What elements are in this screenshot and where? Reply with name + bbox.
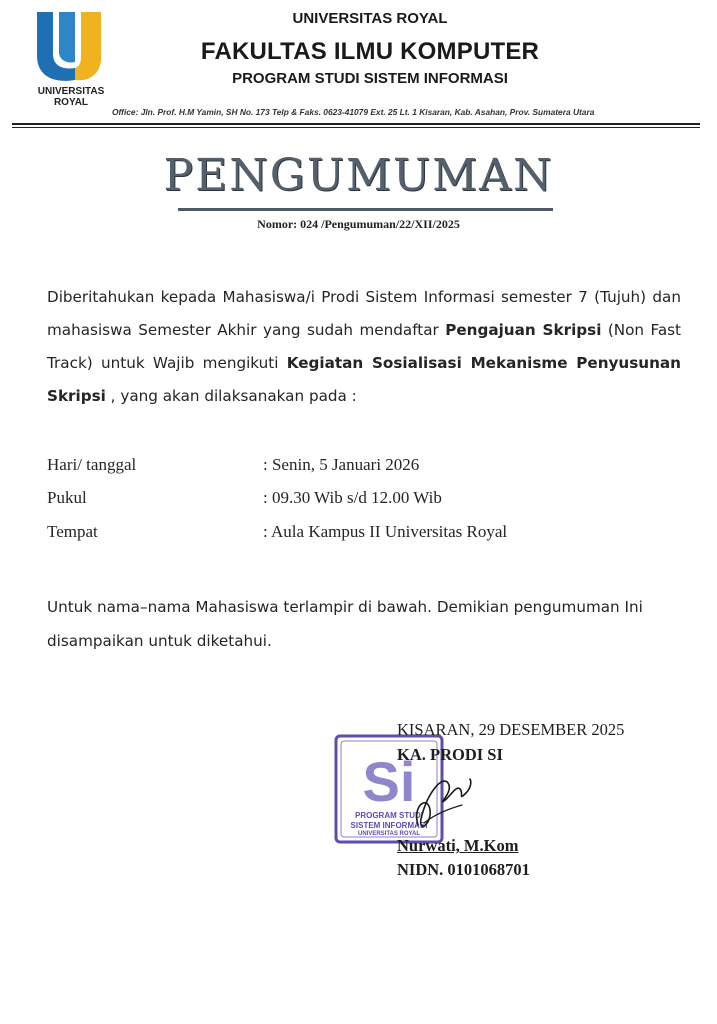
- paragraph-bold-2: Kegiatan Sosialisasi Mekanisme Penyusunan Skripsi: [47, 354, 681, 405]
- program-name: PROGRAM STUDI SISTEM INFORMASI: [232, 70, 508, 87]
- stamp-line2: SISTEM INFORMASI: [350, 821, 428, 830]
- signatory-name: Nurwati, M.Kom: [397, 836, 519, 855]
- signatory-nidn: NIDN. 0101068701: [397, 860, 530, 879]
- detail-value: : Aula Kampus II Universitas Royal: [263, 522, 508, 541]
- university-name: UNIVERSITAS ROYAL: [292, 10, 448, 27]
- detail-value: : 09.30 Wib s/d 12.00 Wib: [263, 488, 442, 507]
- logo-mark-icon: [31, 8, 111, 84]
- logo-text-line1: UNIVERSITAS: [37, 86, 105, 97]
- title-underline: [178, 208, 553, 211]
- paragraph-part-1: Diberitahukan kepada Mahasiswa/i Prodi Sistem Informasi semester 7 (Tujuh) dan mahasiswa Semester Akhir yang sudah mendaftar: [47, 288, 681, 339]
- paragraph-bold-1: Pengajuan Skripsi: [445, 321, 602, 339]
- stamp-line1: PROGRAM STUDI: [355, 811, 423, 820]
- document-number: Nomor: 024 /Pengumuman/22/XII/2025: [257, 217, 460, 231]
- document-title: PENGUMUMAN: [163, 150, 554, 201]
- logo-text: [26, 86, 116, 108]
- university-logo: [26, 8, 116, 112]
- closing-paragraph: Untuk nama–nama Mahasiswa terlampir di bawah. Demikian pengumuman Ini disampaikan untuk diketahui.: [47, 598, 643, 650]
- paragraph-part-2: (Non Fast Track) untuk Wajib mengikuti: [47, 321, 681, 372]
- header-divider-thick: [12, 123, 700, 125]
- paragraph-part-3: , yang akan dilaksanakan pada :: [105, 387, 357, 405]
- office-address: Office: Jln. Prof. H.M Yamin, SH No. 173 Telp & Faks. 0623-41079 Ext. 25 Lt. 1 Kisaran, Kab. Asahan, Prov. Sumatera Utara: [112, 107, 595, 117]
- header-divider-thin: [12, 127, 700, 128]
- signature-place-date: KISARAN, 29 DESEMBER 2025: [397, 720, 625, 739]
- detail-value: : Senin, 5 Januari 2026: [263, 455, 420, 474]
- signatory-role: KA. PRODI SI: [397, 745, 503, 764]
- detail-label: Pukul: [47, 488, 87, 507]
- handwritten-signature-icon: [408, 765, 478, 840]
- detail-label: Hari/ tanggal: [47, 455, 137, 474]
- faculty-name: FAKULTAS ILMU KOMPUTER: [200, 38, 540, 65]
- announcement-paragraph: [47, 281, 681, 413]
- detail-label: Tempat: [47, 522, 98, 541]
- logo-text-line2: ROYAL: [53, 97, 89, 108]
- stamp-mark: Si: [362, 750, 416, 813]
- stamp-line3: UNIVERSITAS ROYAL: [357, 831, 420, 837]
